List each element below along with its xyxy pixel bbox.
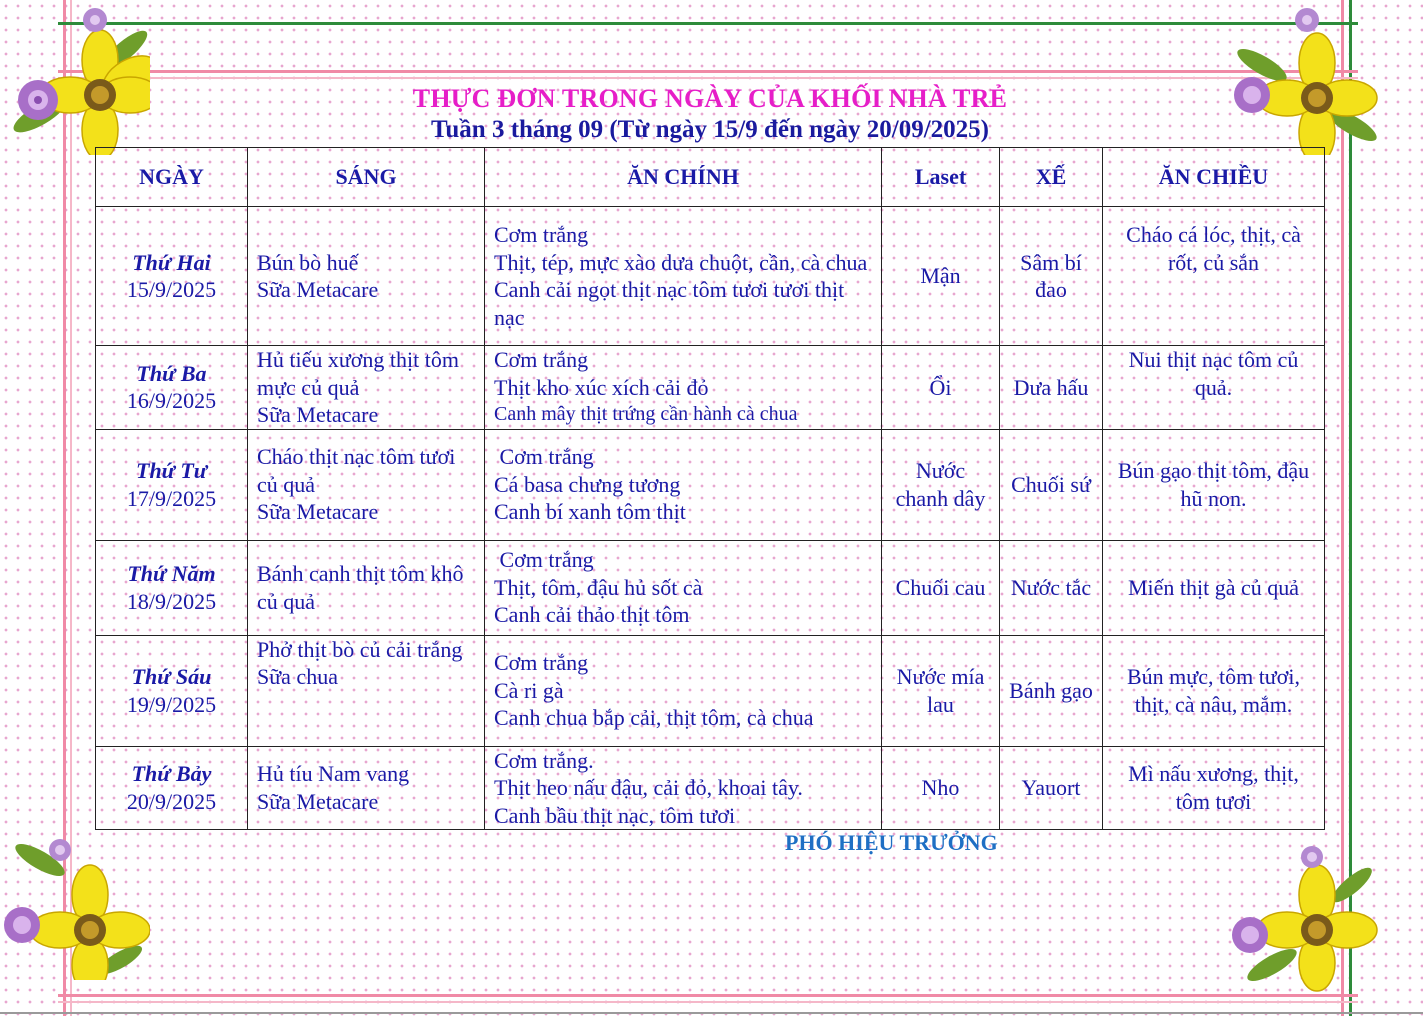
main-cell bbox=[485, 746, 882, 830]
main-item: Cơm trắng bbox=[494, 347, 589, 372]
menu-subtitle: Tuần 3 tháng 09 (Từ ngày 15/9 đến ngày 20/09/2025) bbox=[431, 116, 989, 143]
day-date: 16/9/2025 bbox=[126, 388, 217, 414]
morning-cell bbox=[248, 429, 485, 540]
main-item: Canh cải thảo thịt tôm bbox=[494, 602, 690, 628]
morning-item: Hủ tiếu xương thịt tôm mực củ quả bbox=[257, 347, 459, 400]
morning-item: Sữa Metacare bbox=[257, 788, 379, 814]
xe-cell: Chuối sứ bbox=[1000, 429, 1103, 540]
main-item: Cơm trắng bbox=[494, 444, 594, 470]
table-row bbox=[96, 635, 1325, 746]
flower-icon-bottom-left bbox=[0, 830, 150, 980]
main-cell bbox=[485, 429, 882, 540]
afternoon-cell bbox=[1103, 635, 1325, 746]
day-name: Thứ Tư bbox=[136, 458, 207, 483]
morning-item: Sữa chua bbox=[257, 664, 338, 689]
table-header-row bbox=[96, 148, 1325, 207]
laset-cell: Ổi bbox=[882, 346, 1000, 430]
day-name: Thứ Sáu bbox=[131, 664, 212, 689]
laset-cell: Nước mía lau bbox=[882, 635, 1000, 746]
morning-item: Hủ tíu Nam vang bbox=[257, 761, 410, 787]
header-xe: XẾ bbox=[1000, 148, 1103, 207]
day-date: 18/9/2025 bbox=[126, 588, 217, 614]
header-main: ĂN CHÍNH bbox=[485, 148, 882, 207]
xe-cell: Yauort bbox=[1000, 746, 1103, 830]
main-cell bbox=[485, 635, 882, 746]
day-name: Thứ Hai bbox=[132, 249, 211, 275]
flower-icon-bottom-right bbox=[1232, 845, 1382, 995]
day-cell bbox=[96, 635, 248, 746]
laset-cell: Chuối cau bbox=[882, 540, 1000, 635]
laset-cell: Nước chanh dây bbox=[882, 429, 1000, 540]
frame-line-bottom-border bbox=[0, 1012, 1423, 1014]
main-cell bbox=[485, 346, 882, 430]
frame-line-bottom-pink bbox=[58, 994, 1358, 997]
header-laset: Laset bbox=[882, 148, 1000, 207]
menu-title: THỰC ĐƠN TRONG NGÀY CỦA KHỐI NHÀ TRẺ bbox=[412, 84, 1008, 113]
table-row bbox=[96, 207, 1325, 346]
day-date: 20/9/2025 bbox=[126, 788, 217, 814]
day-date: 15/9/2025 bbox=[126, 277, 217, 302]
afternoon-cell bbox=[1103, 429, 1325, 540]
main-item: Canh cải ngọt thịt nạc tôm tươi tươi thịt nạc bbox=[494, 277, 845, 330]
day-name: Thứ Bảy bbox=[131, 761, 212, 787]
afternoon-cell bbox=[1103, 746, 1325, 830]
morning-cell bbox=[248, 635, 485, 746]
day-date: 19/9/2025 bbox=[126, 691, 217, 717]
morning-item: Sữa Metacare bbox=[257, 499, 379, 525]
morning-cell bbox=[248, 540, 485, 635]
afternoon-text: Cháo cá lóc, thịt, cà rốt, củ sắn bbox=[1126, 222, 1301, 275]
afternoon-text: Bún gạo thịt tôm, đậu hũ non. bbox=[1117, 458, 1310, 511]
day-cell bbox=[96, 207, 248, 346]
day-name: Thứ Ba bbox=[136, 360, 207, 386]
frame-line-bottom-pink-2 bbox=[58, 1001, 1358, 1003]
day-cell bbox=[96, 540, 248, 635]
afternoon-text: Bún mực, tôm tươi, thịt, cà nâu, mắm. bbox=[1127, 664, 1300, 717]
table-row bbox=[96, 346, 1325, 430]
table-row bbox=[96, 429, 1325, 540]
laset-cell: Nho bbox=[882, 746, 1000, 830]
main-item: Canh chua bắp cải, thịt tôm, cà chua bbox=[494, 705, 814, 731]
morning-item: Sữa Metacare bbox=[257, 402, 379, 427]
header-day: NGÀY bbox=[96, 148, 248, 207]
main-item: Thịt, tép, mực xào dưa chuột, cần, cà chua bbox=[494, 249, 868, 275]
afternoon-cell bbox=[1103, 346, 1325, 430]
frame-line-top-pink-2 bbox=[58, 77, 1358, 79]
frame-line-top-green bbox=[58, 22, 1358, 25]
afternoon-text: Nui thịt nạc tôm củ quả. bbox=[1128, 347, 1299, 400]
main-item: Cơm trắng bbox=[494, 547, 594, 573]
morning-item: Phở thịt bò củ cải trắng bbox=[257, 636, 463, 662]
main-item: Canh mây thịt trứng cần hành cà chua bbox=[494, 403, 798, 425]
morning-cell bbox=[248, 346, 485, 430]
main-item: Cà ri gà bbox=[494, 677, 564, 703]
menu-table bbox=[95, 147, 1325, 830]
day-name: Thứ Năm bbox=[127, 561, 216, 586]
main-item: Thịt, tôm, đậu hủ sốt cà bbox=[494, 574, 703, 600]
afternoon-cell bbox=[1103, 207, 1325, 346]
morning-cell bbox=[248, 207, 485, 346]
table-row bbox=[96, 540, 1325, 635]
morning-item: Bún bò huế bbox=[257, 249, 359, 275]
morning-item: Cháo thịt nạc tôm tươi củ quả bbox=[257, 444, 456, 497]
frame-line-top-pink bbox=[58, 70, 1358, 73]
table-row bbox=[96, 746, 1325, 830]
main-item: Cơm trắng bbox=[494, 222, 589, 247]
afternoon-cell bbox=[1103, 540, 1325, 635]
day-cell bbox=[96, 746, 248, 830]
main-item: Canh bầu thịt nạc, tôm tươi bbox=[494, 802, 736, 828]
main-item: Thịt kho xúc xích cải đỏ bbox=[494, 374, 709, 400]
xe-cell: Bánh gạo bbox=[1000, 635, 1103, 746]
afternoon-text: Mì nấu xương, thịt, tôm tươi bbox=[1128, 761, 1299, 814]
day-date: 17/9/2025 bbox=[126, 485, 217, 511]
xe-cell: Nước tắc bbox=[1000, 540, 1103, 635]
xe-cell: Sâm bí đao bbox=[1000, 207, 1103, 346]
day-cell bbox=[96, 346, 248, 430]
header-afternoon: ĂN CHIỀU bbox=[1103, 148, 1325, 207]
main-item: Canh bí xanh tôm thịt bbox=[494, 499, 686, 525]
main-cell bbox=[485, 540, 882, 635]
morning-item: Bánh canh thịt tôm khô củ quả bbox=[257, 561, 464, 614]
header-morning: SÁNG bbox=[248, 148, 485, 207]
main-cell bbox=[485, 207, 882, 346]
afternoon-text: Miến thịt gà củ quả bbox=[1127, 574, 1300, 600]
xe-cell: Dưa hấu bbox=[1000, 346, 1103, 430]
day-cell bbox=[96, 429, 248, 540]
morning-item: Sữa Metacare bbox=[257, 277, 379, 302]
main-item: Thịt heo nấu đậu, cải đỏ, khoai tây. bbox=[494, 775, 803, 800]
laset-cell: Mận bbox=[882, 207, 1000, 346]
morning-cell bbox=[248, 746, 485, 830]
main-item: Cá basa chưng tương bbox=[494, 471, 681, 497]
main-item: Cơm trắng bbox=[494, 650, 589, 676]
main-item: Cơm trắng. bbox=[494, 747, 594, 773]
signature-title: PHÓ HIỆU TRƯỞNG bbox=[785, 830, 998, 855]
